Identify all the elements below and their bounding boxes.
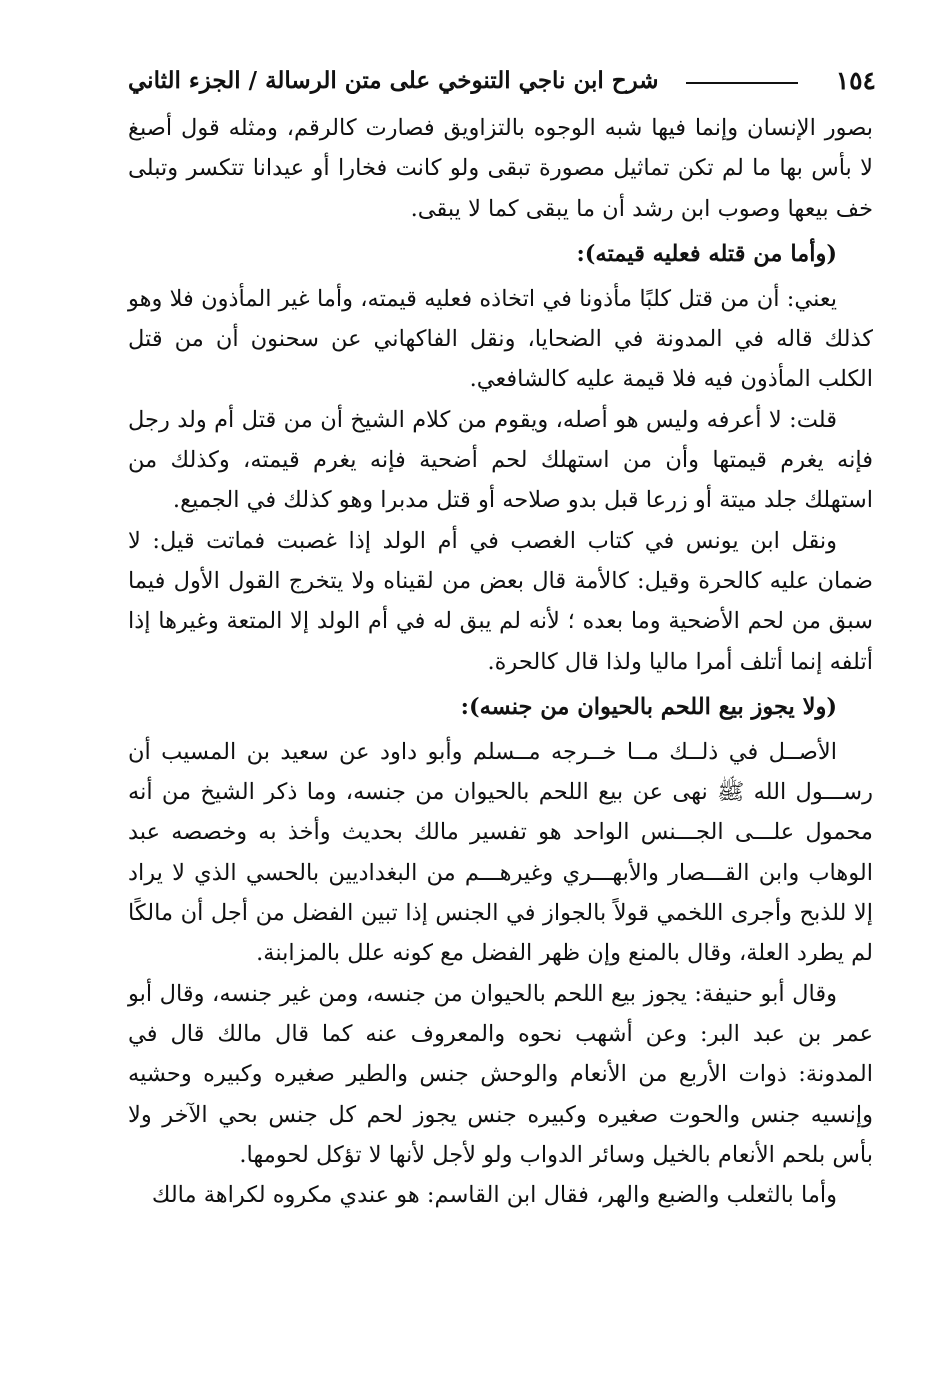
paragraph: قلت: لا أعرفه وليس هو أصله، ويقوم من كلام الشيخ أن من قتل أم ولد رجل فإنه يغرم قيمتها وأن من استهلك لحم أضحية فإنه يغرم قيمته، وكذلك من استهلك جلد ميتة أو زرعا قبل بدو صلاحه أو قتل مدبرا وهو كذلك في الجميع. bbox=[128, 406, 873, 514]
paragraph: وقال أبو حنيفة: يجوز بيع اللحم بالحيوان من جنسه، ومن غير جنسه، وقال أبو عمر بن عبد البر: وعن أشهب نحوه والمعروف عنه كما قال مالك قال في المدونة: ذوات الأربع من الأنعام والوحش جنس والطير صغيره وكبيره وحشيه وإنسيه جنس والحوت صغيره وكبيره جنس يجوز لحم كل جنس بحي الآخر ولا بأس بلحم الأنعام بالخيل وسائر الدواب ولو لأجل لأنها لا تؤكل لحومها. bbox=[128, 980, 873, 1168]
page-body bbox=[128, 108, 873, 1215]
page-number: ١٥٤ bbox=[835, 66, 876, 95]
running-header bbox=[128, 62, 876, 104]
paragraph: ونقل ابن يونس في كتاب الغصب في أم الولد إذا غصبت فماتت قيل: لا ضمان عليه كالحرة وقيل: كالأمة قال بعض من لقيناه ولا يتخرج القول الأول فيما سبق من لحم الأضحية وما بعده ؛ لأنه لم يبق له في أم الولد إلا المتعة وغيرها إذا أتلفه إنما أتلف أمرا ماليا ولذا قال كالحرة. bbox=[128, 527, 873, 675]
matn-quote: (ولا يجوز بيع اللحم بالحيوان من جنسه): bbox=[460, 693, 837, 720]
paragraph: بصور الإنسان وإنما فيها شبه الوجوه بالتزاويق فصارت كالرقم، ومثله قول أصبغ لا بأس بها ما لم تكن تماثيل مصورة تبقى ولو كانت فخارا أو عيدانا تتكسر وتبلى خف بيعها وصوب ابن رشد أن ما يبقى كما لا يبقى. bbox=[128, 115, 873, 222]
paragraph: يعني: أن من قتل كلبًا مأذونا في اتخاذه فعليه قيمته، وأما غير المأذون فلا وهو كذلك قاله في المدونة في الضحايا، ونقل الفاكهاني عن سحنون أن من قتل الكلب المأذون فيه فلا قيمة عليه كالشافعي. bbox=[128, 285, 873, 393]
header-rule bbox=[686, 82, 798, 84]
book-title: شرح ابن ناجي التنوخي على متن الرسالة / الجزء الثاني bbox=[128, 67, 659, 94]
matn-quote: (وأما من قتله فعليه قيمته): bbox=[576, 240, 837, 267]
paragraph: وأما بالثعلب والضبع والهر، فقال ابن القاسم: هو عندي مكروه لكراهة مالك bbox=[151, 1182, 837, 1209]
paragraph: الأصــل في ذلــك مــا خــرجه مــسلم وأبو داود عن سعيد بن المسيب أن رســـول الله ﷺ نهى عن بيع اللحم بالحيوان من جنسه، وما ذكر الشيخ من أنه محمول علـــى الجـــنس الواحد هو تفسير مالك بحديث وأخذ به وخصصه عبد الوهاب وابن القـــصار والأبهـــري وغيرهـــم من البغداديين بالحسي الذي لا يراد إلا للذبح وأجرى اللخمي قولاً بالجواز في الجنس إذا تبين الفضل من أجل أن مالكًا لم يطرد العلة، وقال بالمنع وإن ظهر الفضل مع كونه علل بالمزابنة. bbox=[128, 738, 873, 967]
